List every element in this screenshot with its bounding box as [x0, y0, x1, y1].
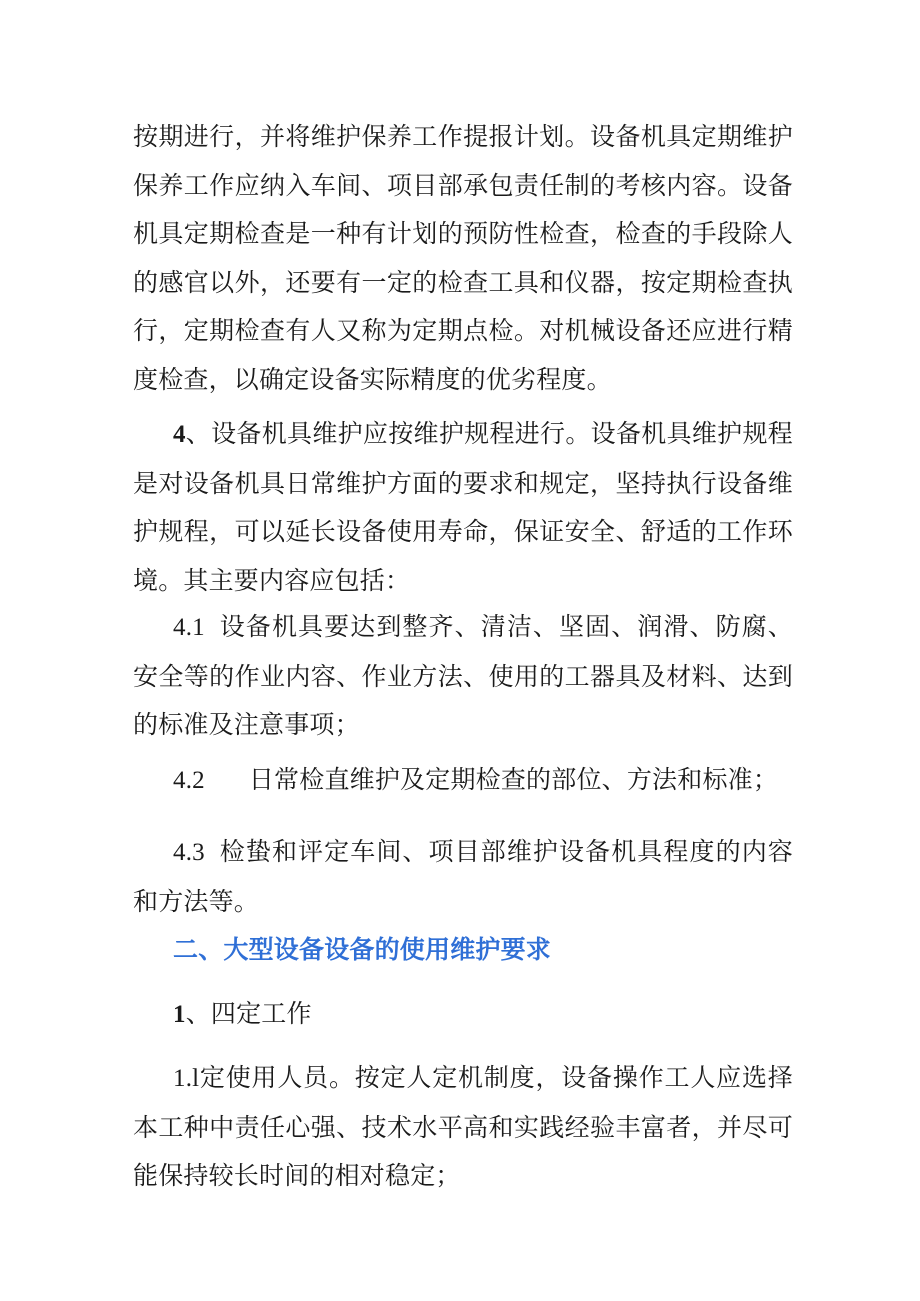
paragraph-item-1-1	[133, 1054, 793, 1201]
paragraph-item-4	[133, 410, 793, 605]
section-heading: 二、大型设备设备的使用维护要求	[173, 935, 552, 964]
paragraph-text: 日常检直维护及定期检查的部位、方法和标准；	[248, 765, 779, 794]
paragraph-text: 、设备机具维护应按维护规程进行。设备机具维护规程是对设备机具日常维护方面的要求和规定，坚持执行设备维护规程，可以延长设备使用寿命，保证安全、舒适的工作环境。其主要内容应包括：	[133, 419, 793, 595]
paragraph-text: 按期进行，并将维护保养工作提报计划。设备机具定期维护保养工作应纳入车间、项目部承包责任制的考核内容。设备机具定期检查是一种有计划的预防性检查，检查的手段除人的感官以外，还要有一定的检查工具和仪器，按定期检查执行，定期检查有人又称为定期点检。对机械设备还应进行精度检查，以确定设备实际精度的优劣程度。	[133, 122, 793, 394]
item-number: 1.l	[173, 1065, 200, 1092]
paragraph-text: 、四定工作	[185, 999, 312, 1028]
paragraph-text: 定使用人员。按定人定机制度，设备操作工人应选择本工种中责任心强、技术水平高和实践经验丰富者，并尽可能保持较长时间的相对稳定；	[133, 1063, 793, 1190]
paragraph-item-4-2	[133, 756, 793, 806]
item-number: 4.3	[173, 839, 205, 866]
paragraph-item-1	[133, 990, 793, 1040]
paragraph-text: 设备机具要达到整齐、清洁、坚固、润滑、防腐、安全等的作业内容、作业方法、使用的工器具及材料、达到的标准及注意事项；	[133, 612, 793, 739]
paragraph-text: 检蛰和评定车间、项目部维护设备机具程度的内容和方法等。	[133, 837, 793, 916]
paragraph-item-4-3	[133, 828, 793, 926]
item-number: 1	[173, 1001, 186, 1028]
paragraph-maintenance-inspection	[133, 113, 793, 404]
paragraph-item-4-1	[133, 603, 793, 750]
item-number: 4	[173, 421, 186, 448]
item-number: 4.1	[173, 614, 205, 641]
item-number: 4.2	[173, 767, 205, 794]
